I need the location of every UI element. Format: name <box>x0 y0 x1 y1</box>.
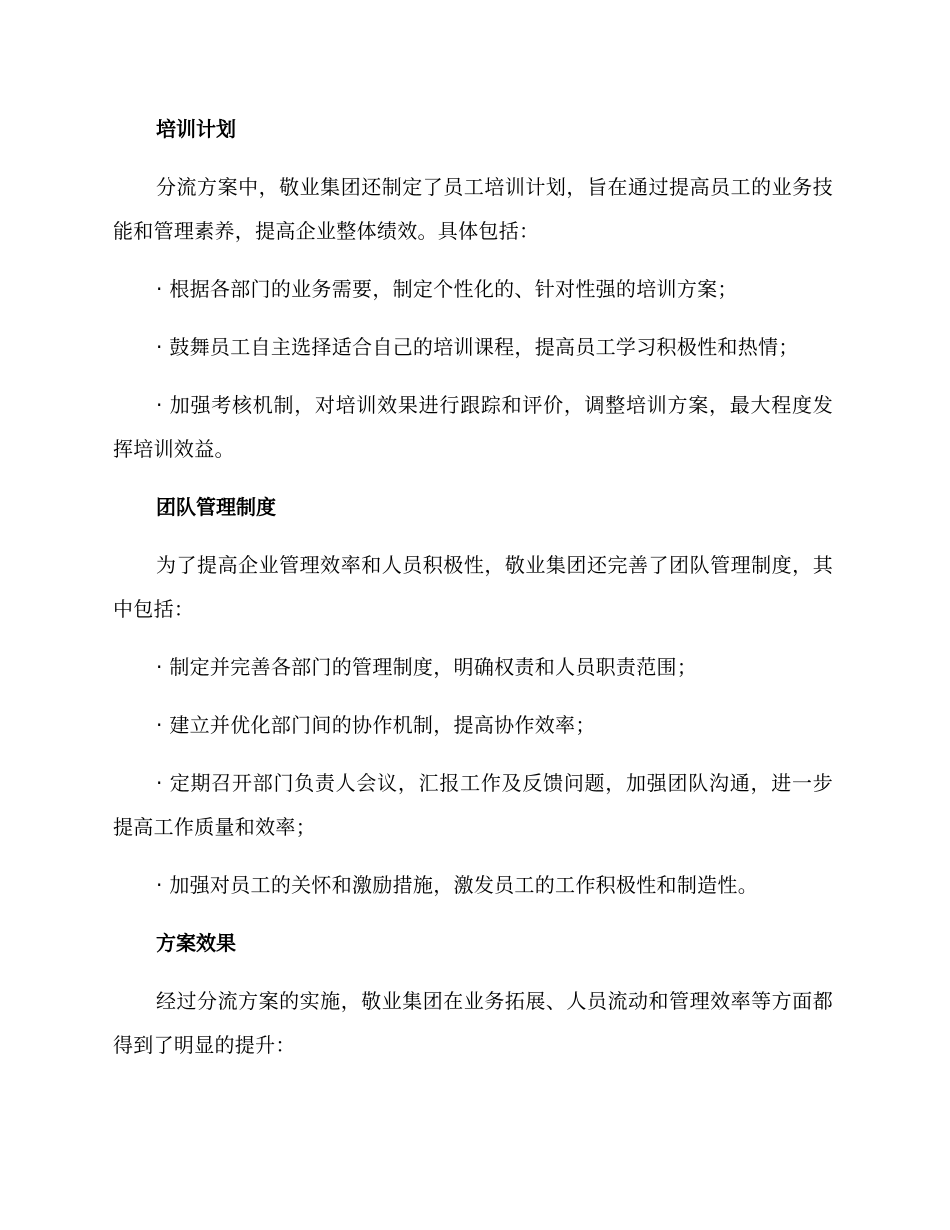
paragraph: 经过分流方案的实施，敬业集团在业务拓展、人员流动和管理效率等方面都得到了明显的提升： <box>113 989 833 1057</box>
bullet-item: · 定期召开部门负责人会议，汇报工作及反馈问题，加强团队沟通，进一步提高工作质量和效率； <box>113 771 833 839</box>
section-training-plan <box>113 107 833 471</box>
bullet-item: · 制定并完善各部门的管理制度，明确权责和人员职责范围； <box>156 655 698 679</box>
bullet-item: · 加强对员工的关怀和激励措施，激发员工的工作积极性和制造性。 <box>156 873 759 897</box>
section-heading: 方案效果 <box>156 931 236 955</box>
bullet-item: · 鼓舞员工自主选择适合自己的培训课程，提高员工学习积极性和热情； <box>156 335 799 359</box>
bullet-item: · 根据各部门的业务需要，制定个性化的、针对性强的培训方案； <box>156 277 738 301</box>
bullet-item: · 建立并优化部门间的协作机制，提高协作效率； <box>156 713 596 737</box>
section-plan-results <box>113 921 833 1067</box>
section-team-management <box>113 485 833 907</box>
bullet-item: · 加强考核机制，对培训效果进行跟踪和评价，调整培训方案，最大程度发挥培训效益。 <box>113 393 833 461</box>
section-heading: 培训计划 <box>156 117 236 141</box>
paragraph: 为了提高企业管理效率和人员积极性，敬业集团还完善了团队管理制度，其中包括： <box>113 553 833 621</box>
document-page <box>113 107 833 1081</box>
section-heading: 团队管理制度 <box>156 495 276 519</box>
paragraph: 分流方案中，敬业集团还制定了员工培训计划，旨在通过提高员工的业务技能和管理素养，提高企业整体绩效。具体包括： <box>113 175 833 243</box>
